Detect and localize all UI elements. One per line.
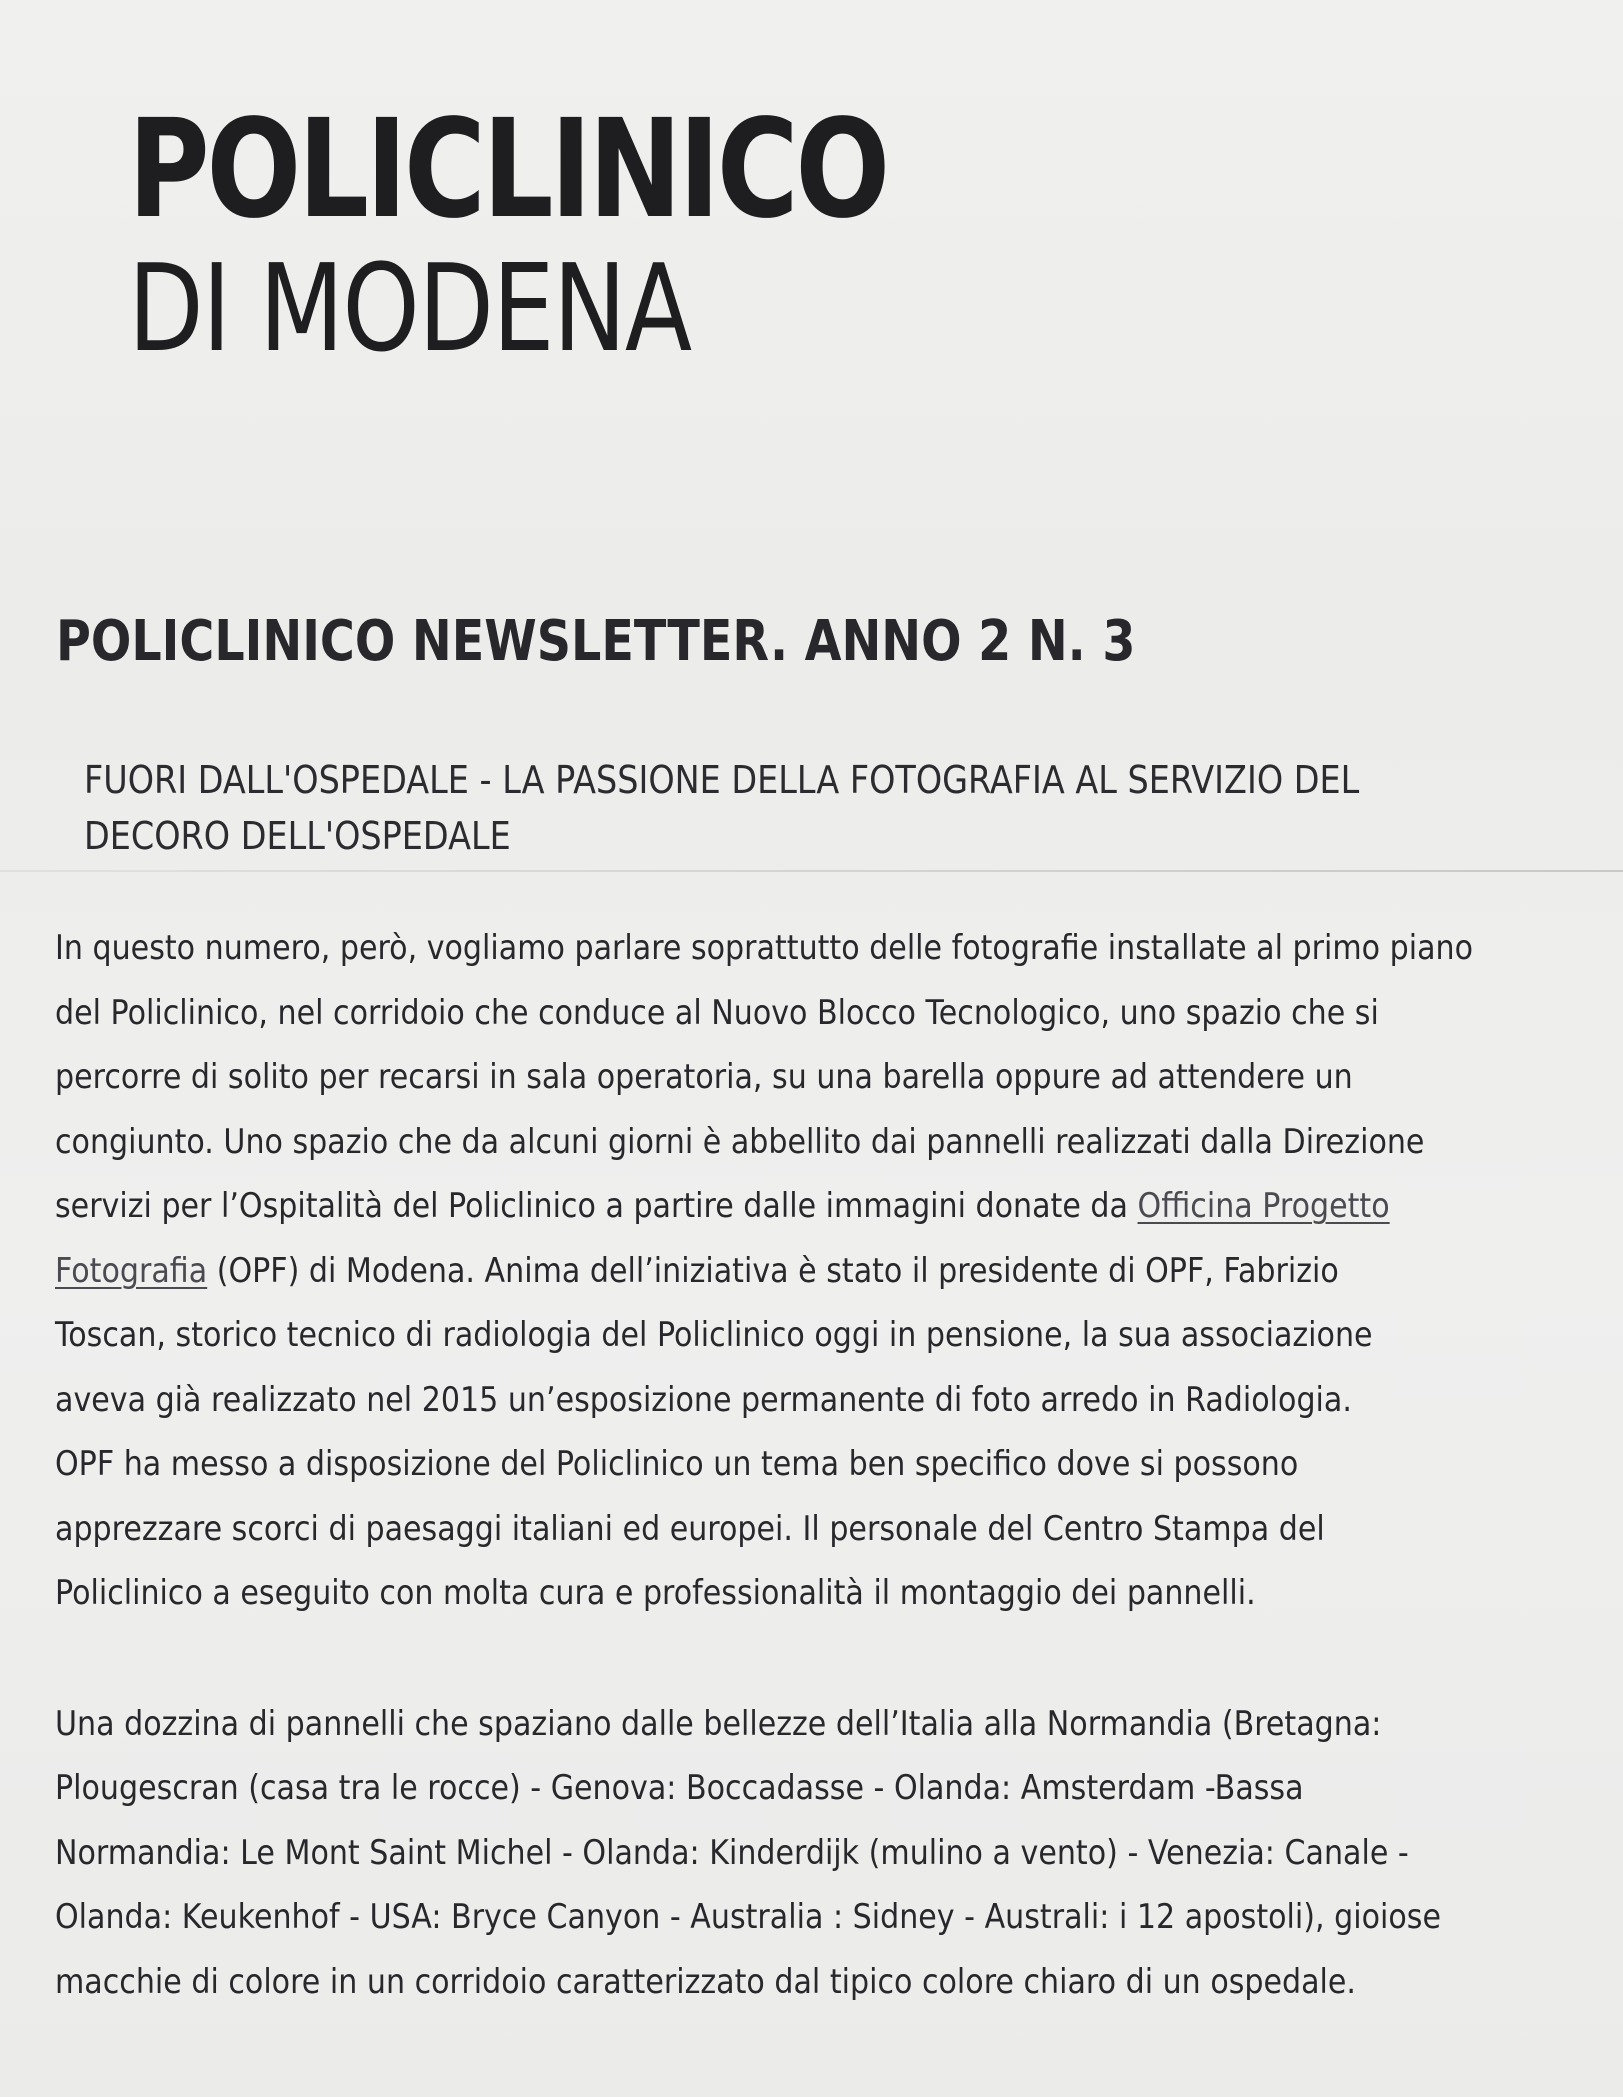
paragraph-line: Plougescran (casa tra le rocce) - Genova: Boccadasse - Olanda: Amsterdam -Bassa — [55, 1768, 1304, 1808]
article-heading-line: FUORI DALL'OSPEDALE - LA PASSIONE DELLA FOTOGRAFIA AL SERVIZIO DEL — [84, 758, 1360, 802]
paragraph-line: Una dozzina di pannelli che spaziano dalle bellezze dell’Italia alla Normandia (Bretagna: — [55, 1703, 1382, 1744]
article-heading — [84, 752, 1527, 864]
paragraph-line: Policlinico a eseguito con molta cura e professionalità il montaggio dei pannelli. — [55, 1573, 1256, 1613]
paragraph-line: congiunto. Uno spazio che da alcuni giorni è abbellito dai pannelli realizzati dalla Direzione — [55, 1121, 1425, 1162]
paragraph-line: OPF ha messo a disposizione del Policlinico un tema ben specifico dove si possono — [55, 1444, 1299, 1484]
divider — [0, 870, 1623, 872]
paragraph-line — [55, 1174, 1595, 1239]
paragraph-line: aveva già realizzato nel 2015 un’esposizione permanente di foto arredo in Radiologia. — [55, 1379, 1352, 1420]
logo-line-di-modena: DI MODENA — [128, 240, 691, 379]
paragraph-line: apprezzare scorci di paesaggi italiani ed europei. Il personale del Centro Stampa del — [55, 1508, 1325, 1549]
paragraph-text: servizi per l’Ospitalità del Policlinico a partire dalle immagini donate da — [55, 1186, 1138, 1226]
logo-line-policlinico: POLICLINICO — [128, 91, 887, 249]
paragraph-line — [55, 1239, 1595, 1304]
paragraph-line: In questo numero, però, vogliamo parlare soprattutto delle fotografie installate al primo piano — [55, 928, 1474, 968]
paragraph-line: Normandia: Le Mont Saint Michel - Olanda: Kinderdijk (mulino a vento) - Venezia: Canale - — [55, 1832, 1409, 1873]
article-body — [55, 916, 1595, 2014]
paragraph-line: Olanda: Keukenhof - USA: Bryce Canyon - Australia : Sidney - Australi: i 12 apostoli), gioiose — [55, 1897, 1441, 1937]
newsletter-title: POLICLINICO NEWSLETTER. ANNO 2 N. 3 — [56, 609, 1136, 674]
policlinico-logo — [128, 91, 928, 379]
opf-link[interactable]: Fotografia — [55, 1250, 208, 1291]
paragraph-gap — [55, 1626, 1595, 1692]
article-heading-line: DECORO DELL'OSPEDALE — [84, 814, 511, 858]
paragraph-line: macchie di colore in un corridoio caratterizzato dal tipico colore chiaro di un ospedale. — [55, 1961, 1357, 2002]
paragraph-line: percorre di solito per recarsi in sala operatoria, su una barella oppure ad attendere un — [55, 1057, 1353, 1097]
paragraph-line: Toscan, storico tecnico di radiologia del Policlinico oggi in pensione, la sua associazione — [55, 1315, 1373, 1355]
opf-link[interactable]: Officina Progetto — [1137, 1186, 1390, 1226]
paragraph-line: del Policlinico, nel corridoio che conduce al Nuovo Blocco Tecnologico, uno spazio che si — [55, 992, 1379, 1033]
paragraph-text: (OPF) di Modena. Anima dell’iniziativa è stato il presidente di OPF, Fabrizio — [207, 1250, 1339, 1291]
